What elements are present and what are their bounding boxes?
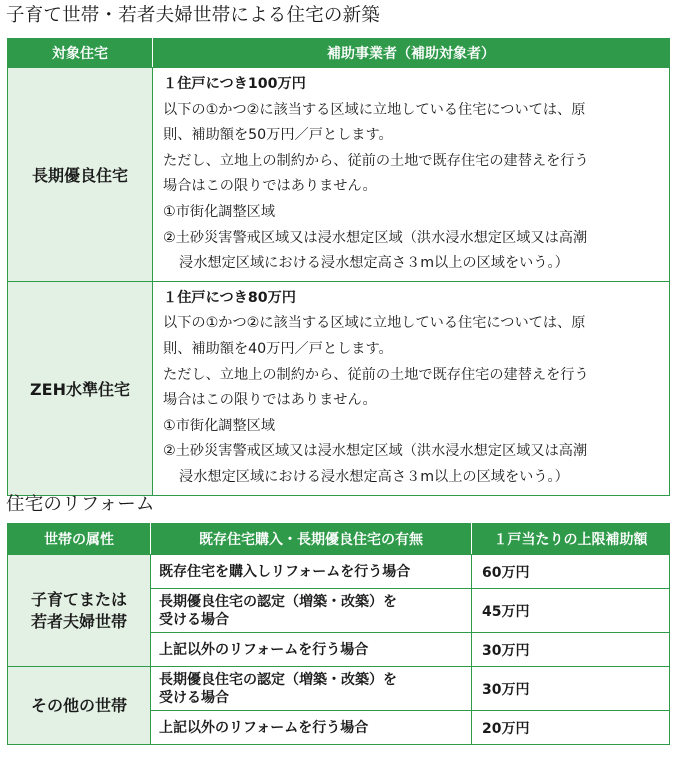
section-title-renovation: 住宅のリフォーム <box>6 494 155 515</box>
detail-line: ただし、立地上の制約から、従前の土地で既存住宅の建替えを行う <box>163 366 589 383</box>
renovation-condition <box>151 555 472 589</box>
detail-line: ただし、立地上の制約から、従前の土地で既存住宅の建替えを行う <box>163 152 589 169</box>
group-label-other-households <box>8 667 151 745</box>
group-label-line: その他の世帯 <box>30 695 127 715</box>
row-label-long-term-quality-housing: 長期優良住宅 <box>8 68 153 282</box>
group-label-childrearing-young-couple <box>8 555 151 667</box>
row-label-zeh-housing: ZEH水準住宅 <box>8 281 153 495</box>
detail-line: ②土砂災害警戒区域又は浸水想定区域（洪水浸水想定区域又は高潮 <box>163 229 588 246</box>
table-row <box>8 555 670 589</box>
detail-line: 場合はこの限りではありません。 <box>163 178 377 195</box>
condition-text: 長期優良住宅の認定（増築・改築）を <box>159 593 397 610</box>
subsidy-amount-lead: １住戸につき80万円 <box>163 289 296 306</box>
detail-line-indented: 浸水想定区域における浸水想定高さ３m以上の区域をいう。） <box>179 468 569 485</box>
detail-line: ②土砂災害警戒区域又は浸水想定区域（洪水浸水想定区域又は高潮 <box>163 443 588 460</box>
max-subsidy-amount: 20万円 <box>472 711 670 745</box>
detail-line: 場合はこの限りではありません。 <box>163 392 377 409</box>
renovation-condition <box>151 589 472 633</box>
group-label-line: 子育てまたは <box>30 589 127 609</box>
column-header-target-housing: 対象住宅 <box>8 39 153 68</box>
subsidy-amount-lead: １住戸につき100万円 <box>163 76 306 92</box>
table-header-row <box>8 524 670 555</box>
renovation-condition <box>151 711 472 745</box>
detail-line: 以下の①かつ②に該当する区域に立地している住宅については、原 <box>163 315 586 332</box>
renovation-condition <box>151 633 472 667</box>
max-subsidy-amount: 30万円 <box>472 667 670 711</box>
column-header-max-subsidy: １戸当たりの上限補助額 <box>472 524 670 555</box>
detail-line: 以下の①かつ②に該当する区域に立地している住宅については、原 <box>163 101 586 118</box>
table-row <box>8 281 670 495</box>
max-subsidy-amount: 60万円 <box>472 555 670 589</box>
table-header-row <box>8 39 670 68</box>
condition-text: 受ける場合 <box>159 611 229 628</box>
detail-line: 則、補助額を40万円／戸とします。 <box>163 340 393 357</box>
section-title-new-construction: 子育て世帯・若者夫婦世帯による住宅の新築 <box>6 5 381 26</box>
detail-line: ①市街化調整区域 <box>163 417 276 434</box>
subsidy-detail <box>153 68 670 282</box>
table-row <box>8 667 670 711</box>
condition-text: 上記以外のリフォームを行う場合 <box>159 719 369 736</box>
condition-text: 長期優良住宅の認定（増築・改築）を <box>159 671 397 688</box>
column-header-purchase-condition: 既存住宅購入・長期優良住宅の有無 <box>151 524 472 555</box>
condition-text: 既存住宅を購入しリフォームを行う場合 <box>159 563 411 580</box>
renovation-table <box>7 523 670 745</box>
subsidy-detail <box>153 281 670 495</box>
condition-text: 上記以外のリフォームを行う場合 <box>159 641 369 658</box>
detail-line: ①市街化調整区域 <box>163 203 276 220</box>
table-row <box>8 68 670 282</box>
column-header-subsidy-recipient: 補助事業者（補助対象者） <box>153 39 670 68</box>
max-subsidy-amount: 30万円 <box>472 633 670 667</box>
new-construction-table <box>7 38 670 496</box>
renovation-condition <box>151 667 472 711</box>
group-label-line: 若者夫婦世帯 <box>30 611 127 631</box>
detail-line: 則、補助額を50万円／戸とします。 <box>163 127 393 144</box>
max-subsidy-amount: 45万円 <box>472 589 670 633</box>
condition-text: 受ける場合 <box>159 689 229 706</box>
detail-line-indented: 浸水想定区域における浸水想定高さ３m以上の区域をいう。） <box>179 255 569 272</box>
column-header-household-type: 世帯の属性 <box>8 524 151 555</box>
